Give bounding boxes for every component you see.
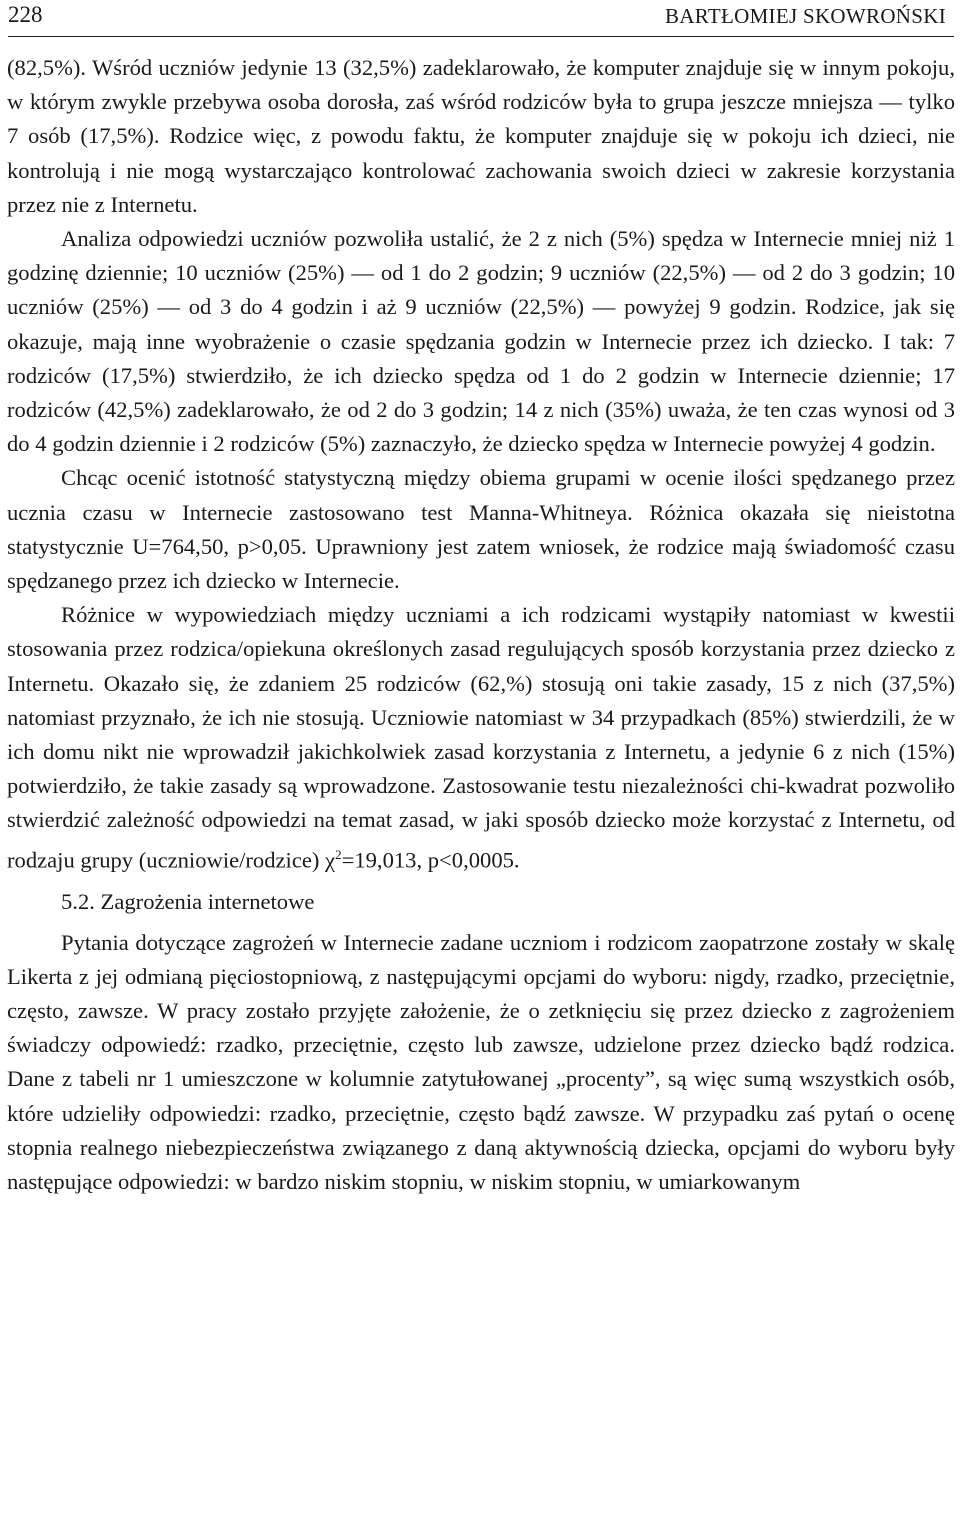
paragraph-continued: (82,5%). Wśród uczniów jedynie 13 (32,5%) zadeklarowało, że komputer znajduje się w innym pokoju, w którym zwykle przebywa osoba dorosła, zaś wśród rodziców była to grupa jeszcze mniejsza — tylko 7 osób (17,5%). Rodzice więc, z powodu faktu, że komputer znajduje się w pokoju ich dzieci, nie kontrolują i nie mogą wystarczająco kontrolować zachowania swoich dzieci w zakresie korzystania przez nie z Internetu. [7,55,955,217]
section-heading: 5.2. Zagrożenia internetowe [61,889,315,915]
body-text [7,51,955,1199]
header-rule [8,36,954,37]
running-header [8,0,954,34]
running-header-author: BARTŁOMIEJ SKOWROŃSKI [665,4,946,28]
paragraph-rules [7,598,955,877]
paragraph-rules-text: Różnice w wypowiedziach między uczniami a ich rodzicami wystąpiły natomiast w kwestii stosowania przez rodzica/opiekuna określonych zasad regulujących sposób korzystania przez dziecko z Internetu. Okazało się, że zdaniem 25 rodziców (62,%) stosują oni takie zasady, 15 z nich (37,5%) natomiast przyznało, że ich nie stosują. Uczniowie natomiast w 34 przypadkach (85%) stwierdzili, że w ich domu nikt nie wprowadził jakichkolwiek zasad korzystania z Internetu, a jedynie 6 z nich (15%) potwierdziło, że takie zasady są wprowadzone. Zastosowanie testu niezależności chi-kwadrat pozwoliło stwierdzić zależność odpowiedzi na temat zasad, w jaki sposób dziecko może korzystać z Internetu, od rodzaju grupy (uczniowie/rodzice) χ [7,602,955,873]
chi-square-superscript: 2 [335,846,342,862]
chi-square-result: =19,013, p<0,0005. [341,847,520,873]
paragraph-likert: Pytania dotyczące zagrożeń w Internecie zadane uczniom i rodzicom zaopatrzone zostały w skalę Likerta z jej odmianą pięciostopniową, z następującymi opcjami do wyboru: nigdy, rzadko, przeciętnie, często, zawsze. W pracy zostało przyjęte założenie, że o zetknięciu się przez dziecko z zagrożeniem świadczy odpowiedź: rzadko, przeciętnie, często lub zawsze, udzielone przez dziecko bądź rodzica. Dane z tabeli nr 1 umieszczone w kolumnie zatytułowanej „procenty”, są więc sumą wszystkich osób, które udzieliły odpowiedzi: rzadko, przeciętnie, często bądź zawsze. W przypadku zaś pytań o ocenę stopnia realnego niebezpieczeństwa związanego z daną aktywnością dziecka, opcjami do wyboru były następujące odpowiedzi: w bardzo niskim stopniu, w niskim stopniu, w umiarkowanym [7,929,955,1195]
paragraph-mann-whitney: Chcąc ocenić istotność statystyczną między obiema grupami w ocenie ilości spędzanego przez ucznia czasu w Internecie zastosowano test Manna-Whitneya. Różnica okazała się nieistotna statystycznie U=764,50, p>0,05. Uprawniony jest zatem wniosek, że rodzice mają świadomość czasu spędzanego przez ich dziecko w Internecie. [7,465,955,594]
page-number: 228 [8,2,43,27]
paragraph-time-online: Analiza odpowiedzi uczniów pozwoliła ustalić, że 2 z nich (5%) spędza w Internecie mniej niż 1 godzinę dziennie; 10 uczniów (25%) — od 1 do 2 godzin; 9 uczniów (22,5%) — od 2 do 3 godzin; 10 uczniów (25%) — od 3 do 4 godzin i aż 9 uczniów (22,5%) — powyżej 9 godzin. Rodzice, jak się okazuje, mają inne wyobrażenie o czasie spędzania godzin w Internecie przez ich dziecko. I tak: 7 rodziców (17,5%) stwierdziło, że ich dziecko spędza od 1 do 2 godzin w Internecie dziennie; 17 rodziców (42,5%) zadeklarowało, że od 2 do 3 godzin; 14 z nich (35%) uważa, że ten czas wynosi od 3 do 4 godzin dziennie i 2 rodziców (5%) zaznaczyło, że dziecko spędza w Internecie powyżej 4 godzin. [7,226,955,457]
